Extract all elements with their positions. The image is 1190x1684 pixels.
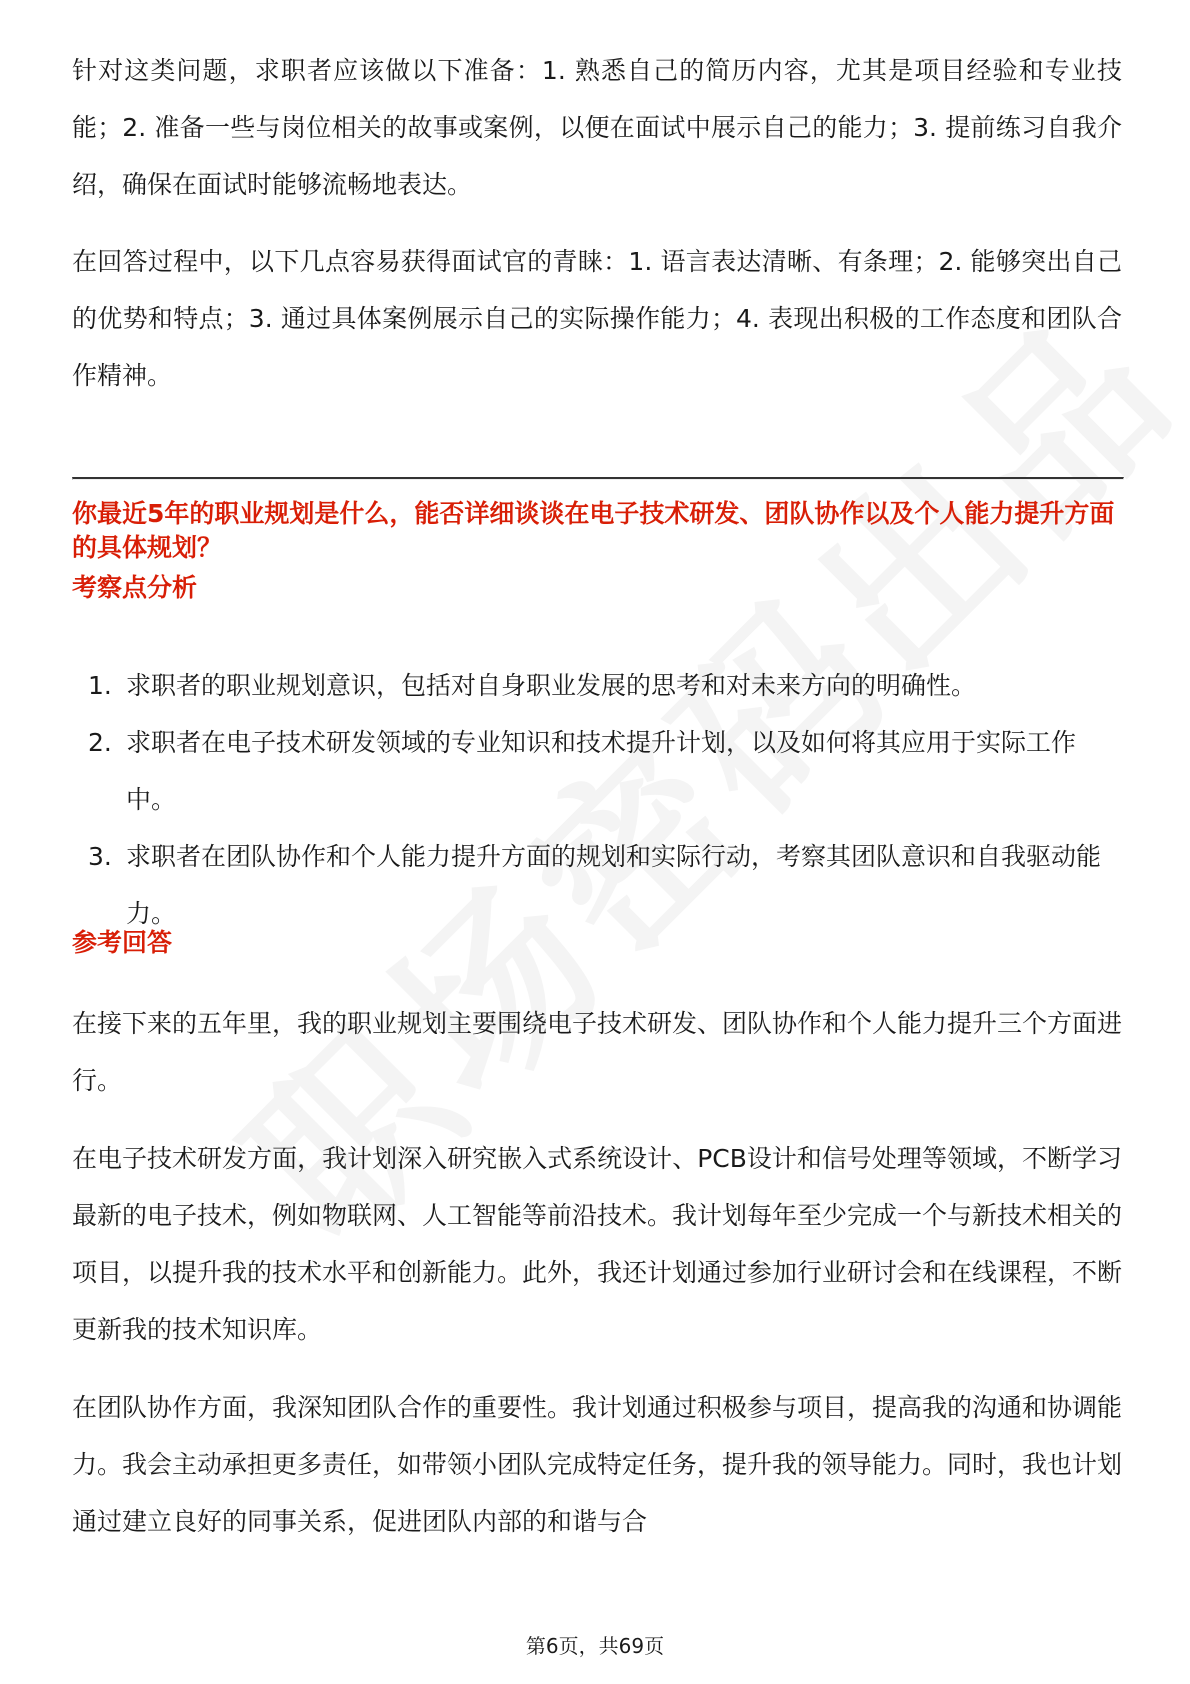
- question-title: 你最近5年的职业规划是什么，能否详细谈谈在电子技术研发、团队协作以及个人能力提升方面的具体规划？: [72, 499, 1115, 562]
- intro-paragraph-1: 针对这类问题，求职者应该做以下准备：1. 熟悉自己的简历内容，尤其是项目经验和专业技能；2. 准备一些与岗位相关的故事或案例，以便在面试中展示自己的能力；3. 提前练习自我介绍，确保在面试时能够流畅地表达。: [72, 56, 1122, 199]
- page-footer: 第6页，共69页: [525, 1634, 665, 1658]
- section-divider: [72, 477, 1124, 480]
- list-item-text: 求职者在电子技术研发领域的专业知识和技术提升计划，以及如何将其应用于实际工作中。: [126, 728, 1077, 814]
- list-item-text: 求职者的职业规划意识，包括对自身职业发展的思考和对未来方向的明确性。: [126, 671, 977, 700]
- list-item-text: 求职者在团队协作和个人能力提升方面的规划和实际行动，考察其团队意识和自我驱动能力。: [126, 842, 1102, 928]
- analysis-heading: 考察点分析: [72, 573, 198, 602]
- intro-paragraph-2: 在回答过程中，以下几点容易获得面试官的青睐：1. 语言表达清晰、有条理；2. 能够突出自己的优势和特点；3. 通过具体案例展示自己的实际操作能力；4. 表现出积极的工作态度和团队合作精神。: [72, 247, 1122, 390]
- list-item-number: 3.: [88, 842, 112, 871]
- list-item-number: 1.: [88, 671, 112, 700]
- answer-paragraph-2: 在电子技术研发方面，我计划深入研究嵌入式系统设计、PCB设计和信号处理等领域，不断学习最新的电子技术，例如物联网、人工智能等前沿技术。我计划每年至少完成一个与新技术相关的项目，以提升我的技术水平和创新能力。此外，我还计划通过参加行业研讨会和在线课程，不断更新我的技术知识库。: [72, 1144, 1123, 1344]
- list-item: [72, 657, 1122, 714]
- list-item: [72, 714, 1122, 828]
- analysis-list: [72, 657, 1122, 942]
- answer-paragraph-1: 在接下来的五年里，我的职业规划主要围绕电子技术研发、团队协作和个人能力提升三个方面进行。: [72, 1009, 1123, 1095]
- answer-paragraph-3: 在团队协作方面，我深知团队合作的重要性。我计划通过积极参与项目，提高我的沟通和协调能力。我会主动承担更多责任，如带领小团队完成特定任务，提升我的领导能力。同时，我也计划通过建立良好的同事关系，促进团队内部的和谐与合: [72, 1393, 1123, 1536]
- list-item-number: 2.: [88, 728, 112, 757]
- answer-heading: 参考回答: [72, 928, 173, 957]
- list-item: [72, 828, 1122, 942]
